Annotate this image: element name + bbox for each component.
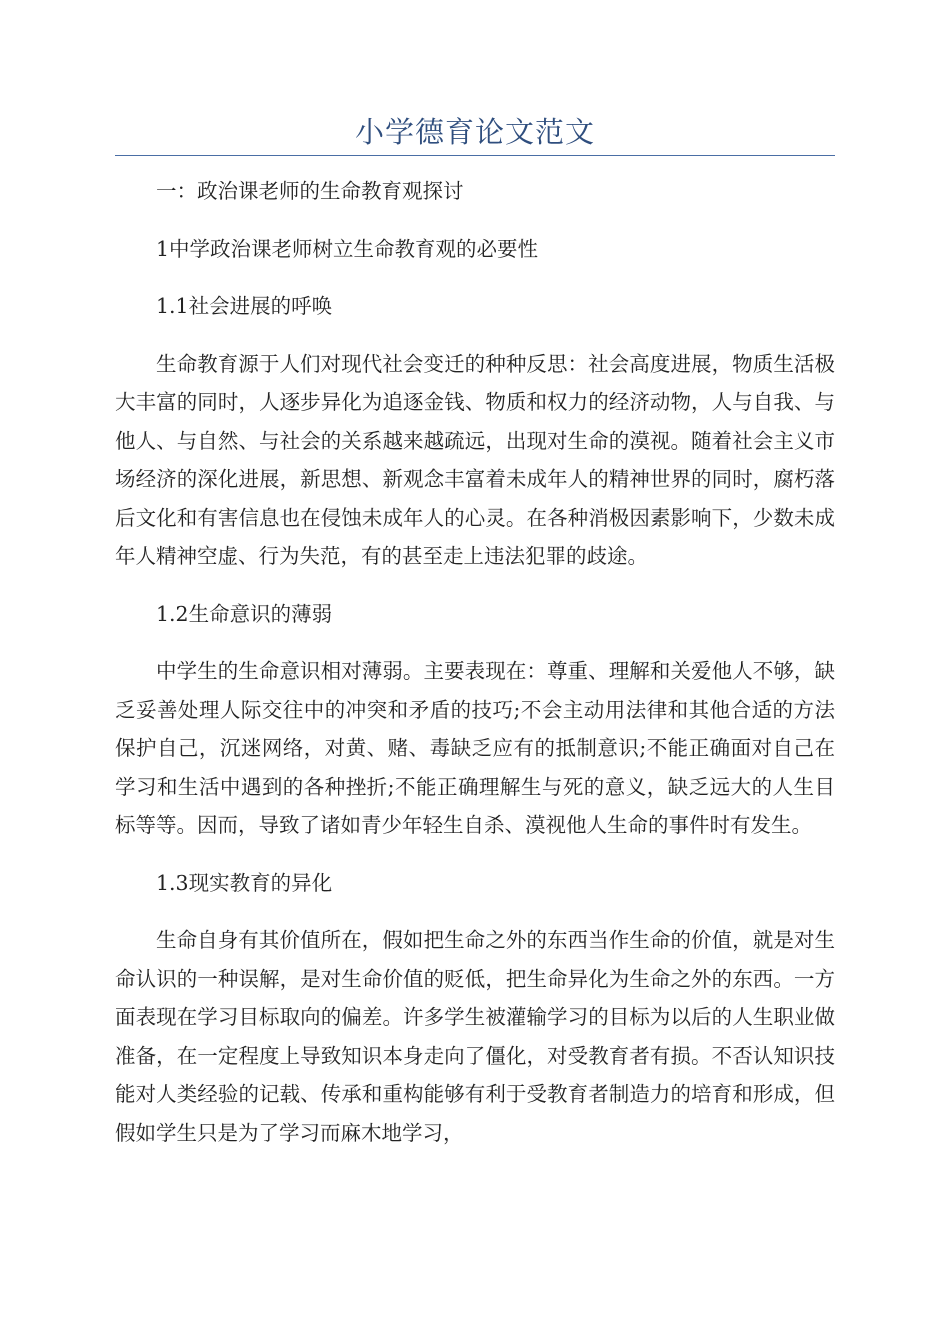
- subsection-heading-1-2: 1.2生命意识的薄弱: [156, 601, 333, 626]
- document-title: 小学德育论文范文: [354, 115, 595, 149]
- document-body: [115, 172, 835, 1171]
- paragraph-3: 生命自身有其价值所在，假如把生命之外的东西当作生命的价值，就是对生命认识的一种误解，是对生命价值的贬低，把生命异化为生命之外的东西。一方面表现在学习目标取向的偏差。许多学生被灌输学习的目标为以后的人生职业做准备，在一定程度上导致知识本身走向了僵化，对受教育者有损。不否认知识技能对人类经验的记载、传承和重构能够有利于受教育者制造力的培育和形成，但假如学生只是为了学习而麻木地学习，: [115, 928, 835, 1145]
- title-underline: [115, 155, 835, 156]
- paragraph-1: 生命教育源于人们对现代社会变迁的种种反思：社会高度进展，物质生活极大丰富的同时，人逐步异化为追逐金钱、物质和权力的经济动物，人与自我、与他人、与自然、与社会的关系越来越疏远，出现对生命的漠视。随着社会主义市场经济的深化进展，新思想、新观念丰富着未成年人的精神世界的同时，腐朽落后文化和有害信息也在侵蚀未成年人的心灵。在各种消极因素影响下，少数未成年人精神空虚、行为失范，有的甚至走上违法犯罪的歧途。: [115, 351, 835, 568]
- subsection-heading-1-1: 1.1社会进展的呼唤: [156, 294, 333, 318]
- section-heading-2: 1中学政治课老师树立生命教育观的必要性: [156, 236, 539, 261]
- paragraph-2: 中学生的生命意识相对薄弱。主要表现在：尊重、理解和关爱他人不够，缺乏妥善处理人际交往中的冲突和矛盾的技巧;不会主动用法律和其他合适的方法保护自己，沉迷网络，对黄、赌、毒缺乏应有的抵制意识;不能正确面对自己在学习和生活中遇到的各种挫折;不能正确理解生与死的意义，缺乏远大的人生目标等等。因而，导致了诸如青少年轻生自杀、漠视他人生命的事件时有发生。: [115, 659, 835, 837]
- section-heading-1: 一：政治课老师的生命教育观探讨: [156, 179, 464, 203]
- subsection-heading-1-3: 1.3现实教育的异化: [156, 870, 333, 895]
